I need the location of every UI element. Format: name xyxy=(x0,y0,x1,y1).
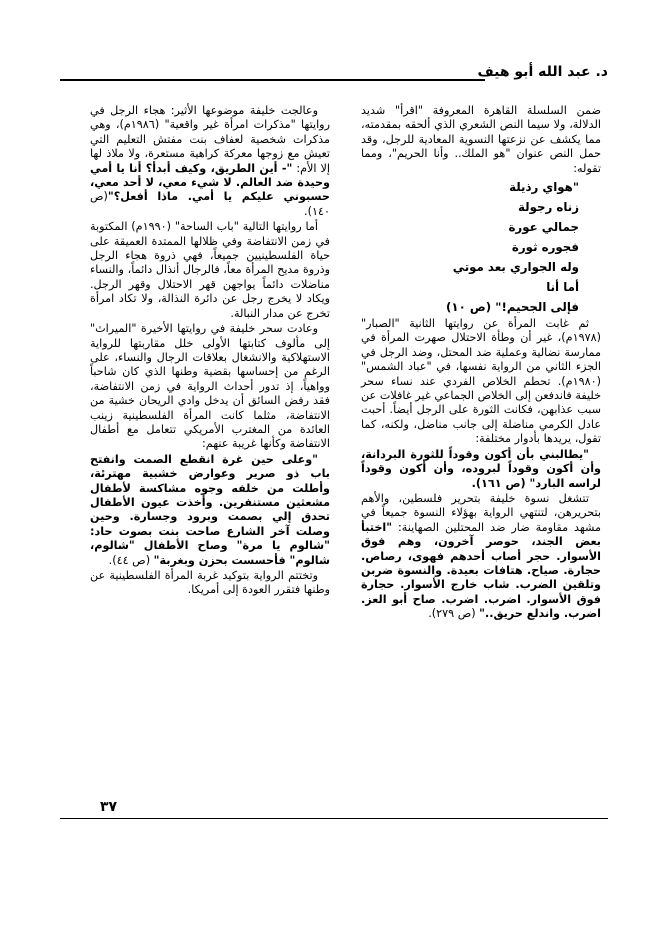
poem-line: جمالي عورة xyxy=(508,220,579,235)
poem-line: "هواي رذيلة xyxy=(509,180,579,195)
poem-line: زناه رجولة xyxy=(518,200,579,215)
left-paragraph-1-text: وعالجت خليفة موضوعها الأثير: هجاء الرجل في روايتها "مذكرات امرأة غير واقعية" (١٩٨٦م)، وهي مذكرات شخصية لعفاف بنت مفتش التعليم التي تعيش مع زوجها معركة كراهية مستعرة، ولا ملاذ لها إلا الأم: xyxy=(90,104,330,175)
right-paragraph-3-intro: تتشغل نسوة خليفة بتحرير فلسطين، والأهم بتحريرهن، لتنتهي الرواية بهؤلاء النسوة جميعاً في مشهد مقاومة ضار ضد المحتلين الصهاينة: xyxy=(361,491,601,534)
right-column xyxy=(361,104,601,623)
poem-line: فجوره ثورة xyxy=(511,240,579,255)
left-paragraph-2: أما روايتها التالية "باب الساحة" (١٩٩٠م) المكتوبة في زمن الانتفاضة وفي ظلالها الممتدة العميقة على حياة الفلسطينيين جميعاً، فهي ذروة هجاء الرجل وذروة مديح المرأة معاً، فالرجال أنذال دائماً، والنساء مناضلات دائماً يواجهن قهر الاحتلال وقهر الرجل. ويكاد لا يخرج رجل عن دائرة النذالة، ولا تكاد امرأة تخرج عن مدار النبالة. xyxy=(90,220,330,320)
left-paragraph-1-ref: (ص ١٤٠). xyxy=(90,190,330,218)
left-quote xyxy=(90,453,330,568)
header-rule xyxy=(60,79,485,81)
right-paragraph-1: ضمن السلسلة القاهرة المعروفة "اقرأ" شديد الدلالة، ولا سيما النص الشعري الذي ألحقه بمقدمته، مما يكشف عن نزعتها النسوية المعادية للرجل، وقد حمل النص عنوان "هو الملك.. وأنا الحريم"، ومما تقوله: xyxy=(361,104,601,175)
poem-line: أما أنا xyxy=(546,280,579,295)
running-header xyxy=(60,64,608,88)
poem-line: فإلى الجحيم!" (ص ١٠) xyxy=(446,300,579,315)
right-paragraph-3-quote: "اختبأ بعض الجند، حوصر آخرون، وهم فوق الأسوار. حجر أصاب أحدهم فهوى، رصاص. حجارة. صياح. هتافات بعيدة. والنسوة ضربن وتلقين الضرب. شاب خارج الأسوار. حجارة فوق الأسوار. اضرب. اضرب. صاح أبو العز. اضرب. واندلع حريق.." xyxy=(361,520,601,621)
left-paragraph-1-quote: "- أين الطريق، وكيف أبدأ؟ أنا يا أمي وحيدة ضد العالم. لا شيء معي، لا أحد معي، حسبوني عليكم يا أمي. ماذا أفعل؟" xyxy=(90,161,330,204)
left-column xyxy=(90,104,330,599)
left-paragraph-1 xyxy=(90,104,330,219)
right-paragraph-3 xyxy=(361,492,601,622)
page-number: ٣٧ xyxy=(100,799,118,815)
footer-rule xyxy=(60,818,608,819)
right-paragraph-2: ثم غابت المرأة عن روايتها الثانية "الصبار" (١٩٧٨م)، غير أن وطأة الاحتلال صهرت المرأة في ممارسة نضالية وعملية ضد المحتل، وضد الرجل في الجزء الثاني من الرواية نفسها، في "عباد الشمس" (١٩٨٠م). تحطم الخلاص الفردي عند نساء سحر خليفة فاندفعن إلى الخلاص الجماعي غير غافلات عن سبب عذابهن، فكانت الثورة على الرجل أيضاً. أحبت عادل الكرمي مناضلة إلى جانب مناضل، ولكنه، كما تقول، يريدها بأدوار مختلفة: xyxy=(361,317,601,446)
poem-line: وله الجواري بعد موتي xyxy=(452,260,579,275)
left-paragraph-4: وتختتم الرواية بتوكيد غربة المرأة الفلسطينية عن وطنها فتقرر العودة إلى أمريكا. xyxy=(90,569,330,597)
left-paragraph-3: وعادت سحر خليفة في روايتها الأخيرة "الميراث" إلى مألوف كتابتها الأولى خلل مقاربتها للرواية الاستهلاكية والانشغال بعلاقات الرجال والنساء، على الرغم من إحساسها بقضية وطنها الذي كان شاحباً وواهياً، إذ تدور أحداث الرواية في زمن الانتفاضة، فقد رفض السائق أن يدخل وادي الريحان خشية من الانتفاضة، مثلما كانت المرأة الفلسطينية زينب العائدة من المغترب الأمريكي تتعامل مع أطفال الانتفاضة وكأنها غريبة عنهم: xyxy=(90,322,330,451)
header-author: د. عبد الله أبو هيف xyxy=(477,64,608,80)
poem-block xyxy=(361,177,601,317)
right-paragraph-3-ref: (ص ٢٧٩). xyxy=(428,607,480,621)
left-quote-text: "وعلى حين غرة انقطع الصمت وانفتح باب ذو صرير وعوارض خشبية مهترئة، وأطلت من خلفه وجوه مشاكسة لأطفال مشعثين مستنفرين. وأخذت عيون الأطفال تحدق إلي بصمت وبرود وجسارة. وحين وصلت آخر الشارع صاحت بنت بصوت حاد: "شالوم يا مرة" وصاح الأطفال "شالوم، شالوم" فأحسست بحزن وبغربة" xyxy=(90,452,330,567)
right-quote-1: "يطالبني بأن أكون وقوداً للثورة البردانة، وأن أكون وقوداً لبروده، وأن أكون وقوداً لراسه البارد" (ص ١٦١). xyxy=(361,447,601,490)
left-quote-ref: (ص ٤٤). xyxy=(108,553,154,567)
